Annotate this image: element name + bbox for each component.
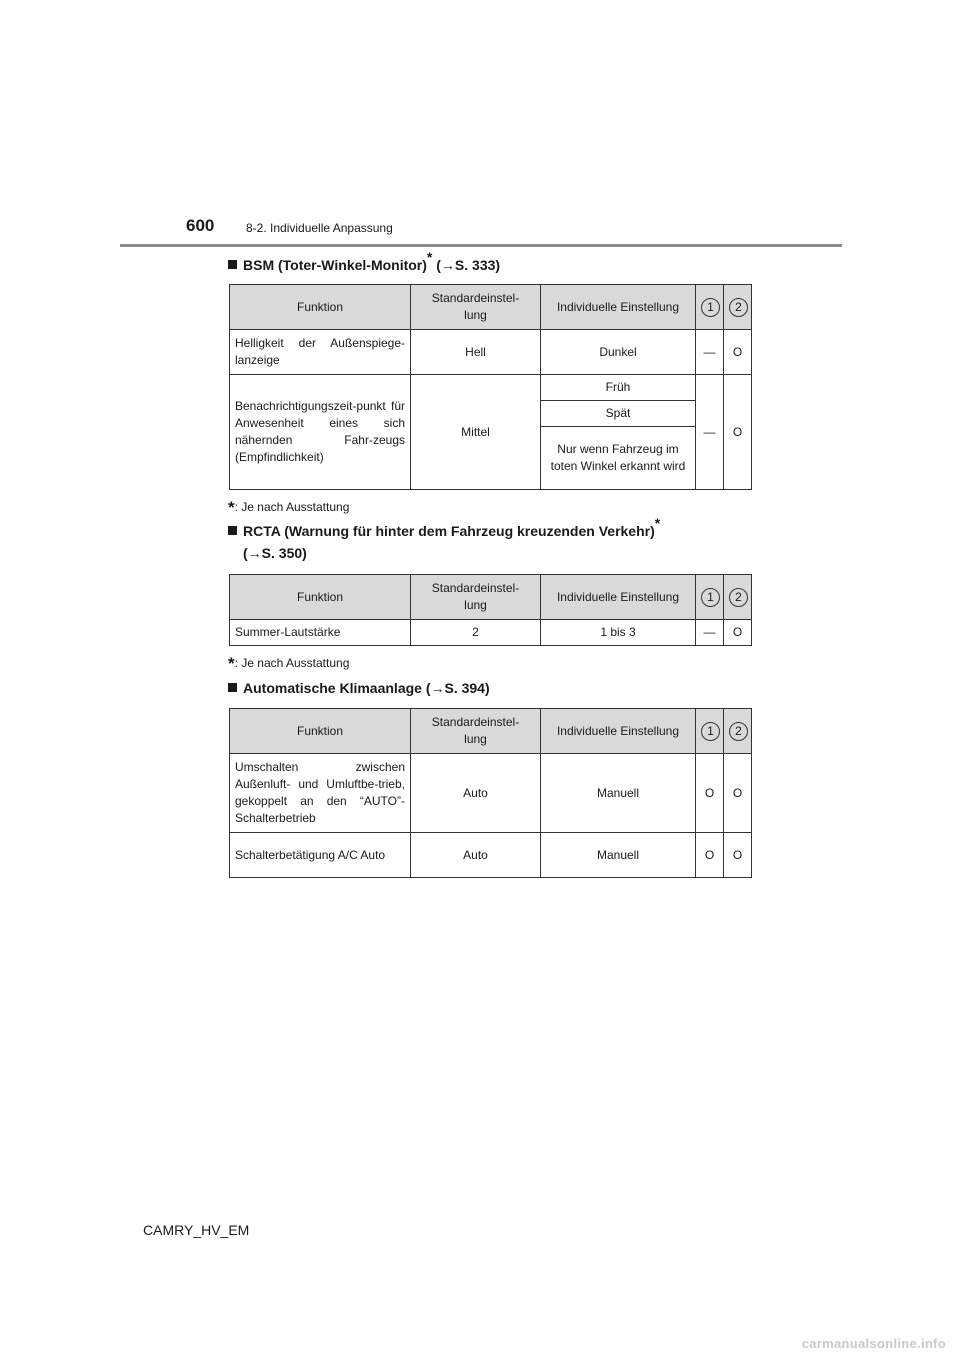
table-row xyxy=(230,833,752,878)
col1-cell: O xyxy=(696,754,724,833)
col2-cell: O xyxy=(724,754,752,833)
default-cell: Auto xyxy=(411,754,541,833)
square-bullet-icon xyxy=(228,683,237,692)
default-cell: Hell xyxy=(411,330,541,375)
header-function: Funktion xyxy=(230,285,411,330)
default-cell: 2 xyxy=(411,620,541,646)
function-cell: Benachrichtigungszeit-punkt für Anwesenheit eines sich nähernden Fahr-zeugs (Empfindlichkeit) xyxy=(230,375,411,490)
col1-cell: — xyxy=(696,330,724,375)
header-col-2 xyxy=(724,575,752,620)
setting-cell: 1 bis 3 xyxy=(541,620,696,646)
col2-cell: O xyxy=(724,375,752,490)
header-function: Funktion xyxy=(230,709,411,754)
header-function: Funktion xyxy=(230,575,411,620)
table-row xyxy=(230,754,752,833)
page-number: 600 xyxy=(186,216,215,235)
function-cell: Helligkeit der Außenspiege-lanzeige xyxy=(230,330,411,375)
header-col-2 xyxy=(724,285,752,330)
col2-cell: O xyxy=(724,833,752,878)
footnote-bsm: *: Je nach Ausstattung xyxy=(228,498,350,517)
circled-2-icon: 2 xyxy=(729,298,748,317)
setting-cell: Spät xyxy=(541,401,696,427)
section-heading-rcta: RCTA (Warnung für hinter dem Fahrzeug kreuzenden Verkehr)* (→S. 350) xyxy=(228,520,660,564)
function-cell: Summer-Lautstärke xyxy=(230,620,411,646)
square-bullet-icon xyxy=(228,526,237,535)
table-rcta xyxy=(229,574,752,646)
header-individual: Individuelle Einstellung xyxy=(541,709,696,754)
default-cell: Mittel xyxy=(411,375,541,490)
section-heading-climate: Automatische Klimaanlage (→S. 394) xyxy=(228,677,490,699)
col1-cell: — xyxy=(696,375,724,490)
header-default: Standardeinstel- lung xyxy=(411,709,541,754)
circled-2-icon: 2 xyxy=(729,722,748,741)
col1-cell: O xyxy=(696,833,724,878)
header-col-1 xyxy=(696,709,724,754)
setting-cell: Manuell xyxy=(541,754,696,833)
circled-1-icon: 1 xyxy=(701,722,720,741)
table-bsm xyxy=(229,284,752,490)
function-cell: Schalterbetätigung A/C Auto xyxy=(230,833,411,878)
setting-cell: Nur wenn Fahrzeug im toten Winkel erkannt wird xyxy=(541,427,696,490)
header-divider xyxy=(120,244,842,247)
header-default: Standardeinstel- lung xyxy=(411,285,541,330)
circled-2-icon: 2 xyxy=(729,588,748,607)
setting-cell: Manuell xyxy=(541,833,696,878)
header-col-1 xyxy=(696,575,724,620)
square-bullet-icon xyxy=(228,260,237,269)
header-default: Standardeinstel- lung xyxy=(411,575,541,620)
circled-1-icon: 1 xyxy=(701,588,720,607)
table-climate xyxy=(229,708,752,878)
setting-cell: Früh xyxy=(541,375,696,401)
function-cell: Umschalten zwischen Außenluft- und Umluftbe-trieb, gekoppelt an den “AUTO”-Schalterbetrieb xyxy=(230,754,411,833)
table-row xyxy=(230,620,752,646)
default-cell: Auto xyxy=(411,833,541,878)
section-heading-bsm: BSM (Toter-Winkel-Monitor)* (→S. 333) xyxy=(228,254,500,276)
header-col-2 xyxy=(724,709,752,754)
col2-cell: O xyxy=(724,620,752,646)
header-col-1 xyxy=(696,285,724,330)
col1-cell: — xyxy=(696,620,724,646)
watermark: carmanualsonline.info xyxy=(801,1336,946,1351)
header-individual: Individuelle Einstellung xyxy=(541,285,696,330)
footnote-rcta: *: Je nach Ausstattung xyxy=(228,654,350,673)
setting-cell: Dunkel xyxy=(541,330,696,375)
header-individual: Individuelle Einstellung xyxy=(541,575,696,620)
col2-cell: O xyxy=(724,330,752,375)
footer-model-code: CAMRY_HV_EM xyxy=(143,1222,250,1238)
table-row xyxy=(230,330,752,375)
table-row xyxy=(230,375,752,401)
circled-1-icon: 1 xyxy=(701,298,720,317)
section-label: 8-2. Individuelle Anpassung xyxy=(246,221,393,235)
